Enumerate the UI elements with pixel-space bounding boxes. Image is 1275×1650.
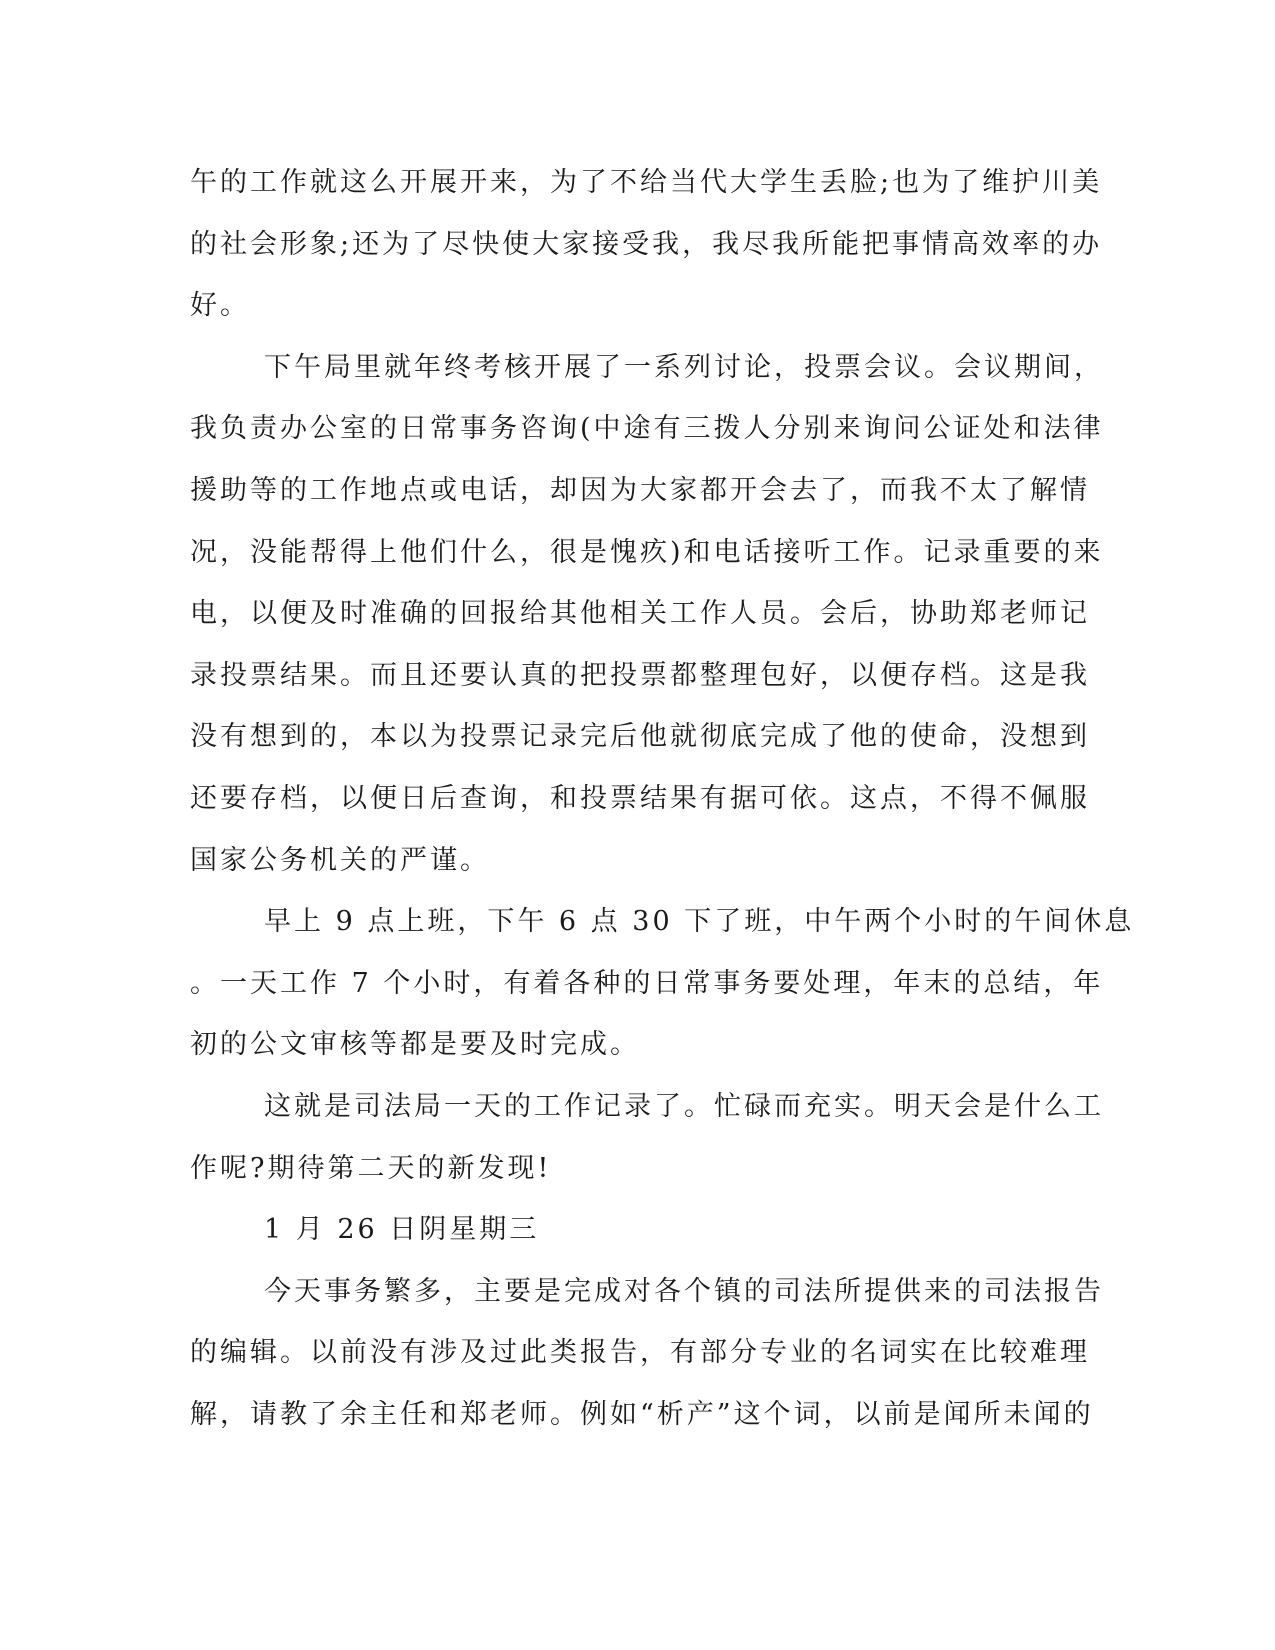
text-line: 好。 bbox=[190, 290, 250, 322]
text-line: 。一天工作 7 个小时，有着各种的日常事务要处理，年末的总结，年 bbox=[190, 967, 1104, 999]
document-body bbox=[190, 152, 1135, 1445]
text-line: 没有想到的，本以为投票记录完后他就彻底完成了他的使命，没想到 bbox=[190, 721, 1090, 753]
text-line: 援助等的工作地点或电话，却因为大家都开会去了，而我不太了解情 bbox=[190, 474, 1090, 506]
text-line: 下午局里就年终考核开展了一系列讨论，投票会议。会议期间， bbox=[264, 351, 1104, 383]
text-line: 电，以便及时准确的回报给其他相关工作人员。会后，协助郑老师记 bbox=[190, 598, 1090, 630]
text-line: 国家公务机关的严谨。 bbox=[190, 844, 490, 876]
text-line: 录投票结果。而且还要认真的把投票都整理包好，以便存档。这是我 bbox=[190, 659, 1090, 691]
text-line: 我负责办公室的日常事务咨询(中途有三拨人分别来询问公证处和法律 bbox=[190, 413, 1104, 445]
text-line: 午的工作就这么开展开来，为了不给当代大学生丢脸;也为了维护川美 bbox=[190, 167, 1103, 198]
text-line: 初的公文审核等都是要及时完成。 bbox=[190, 1029, 640, 1061]
text-line: 的编辑。以前没有涉及过此类报告，有部分专业的名词实在比较难理 bbox=[190, 1337, 1090, 1369]
date-heading: 1 月 26 日阴星期三 bbox=[264, 1214, 540, 1246]
text-line: 况，没能帮得上他们什么，很是愧疚)和电话接听工作。记录重要的来 bbox=[190, 536, 1104, 568]
text-line: 这就是司法局一天的工作记录了。忙碌而充实。明天会是什么工 bbox=[264, 1090, 1104, 1122]
text-line: 的社会形象;还为了尽快使大家接受我，我尽我所能把事情高效率的办 bbox=[190, 228, 1103, 260]
text-line: 作呢?期待第二天的新发现! bbox=[190, 1152, 552, 1184]
text-line: 今天事务繁多，主要是完成对各个镇的司法所提供来的司法报告 bbox=[264, 1275, 1104, 1307]
text-line: 早上 9 点上班，下午 6 点 30 下了班，中午两个小时的午间休息 bbox=[264, 906, 1135, 938]
text-line: 解，请教了余主任和郑老师。例如“析产”这个词，以前是闻所未闻的 bbox=[190, 1398, 1094, 1430]
text-line: 还要存档，以便日后查询，和投票结果有据可依。这点，不得不佩服 bbox=[190, 782, 1090, 814]
